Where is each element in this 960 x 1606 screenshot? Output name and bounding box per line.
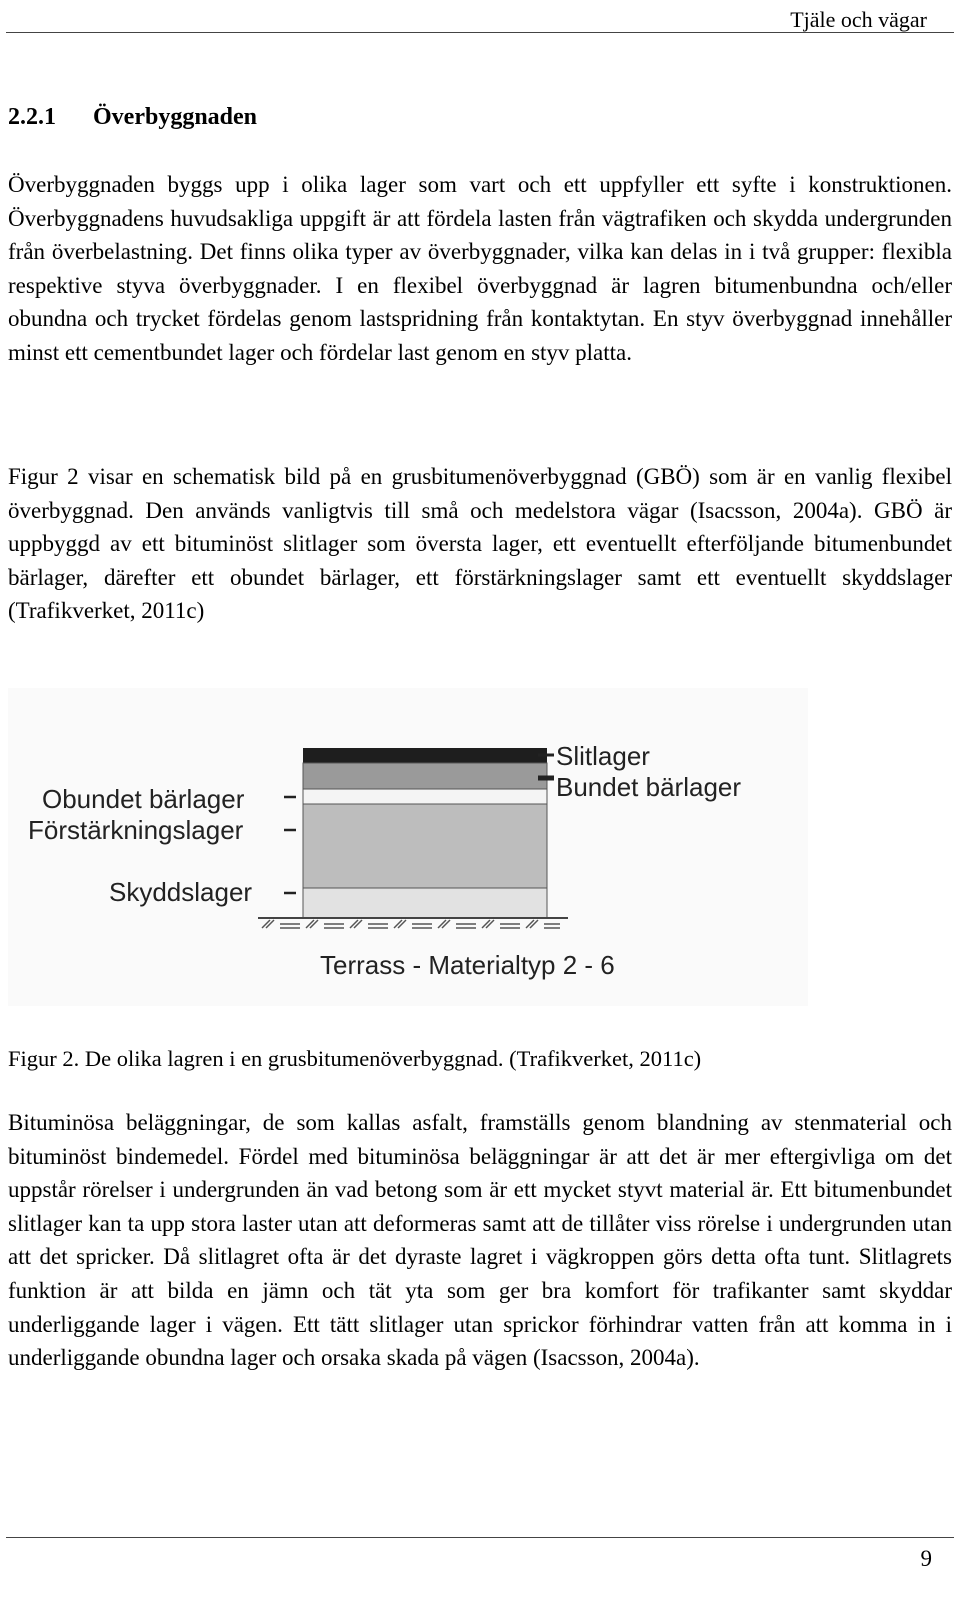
body-paragraph-2: Figur 2 visar en schematisk bild på en grusbitumenöverbyggnad (GBÖ) som är en vanlig flexibel överbyggnad. Den används vanligtvis till små och medelstora vägar (Isacsson, 2004a). GBÖ är uppbyggd av ett bituminöst slitlager som översta lager, ett eventuellt efterföljande bitumenbundet bärlager, därefter ett obundet bärlager, ett förstärkningslager samt ett eventuellt skyddslager (Trafikverket, 2011c) <box>8 464 952 624</box>
figure-caption: Figur 2. De olika lagren i en grusbitumenöverbyggnad. (Trafikverket, 2011c) <box>8 1046 702 1071</box>
section-title: Överbyggnaden <box>93 104 258 130</box>
body-paragraph-3: Bituminösa beläggningar, de som kallas asfalt, framställs genom blandning av stenmaterial och bituminöst bindemedel. Fördel med bituminösa beläggningar är att det är mer eftergivliga om det uppstår rörelser i undergrunden än vad betong som är ett mycket styvt material är. Ett bitumenbundet slitlager kan ta upp stora laster utan att deformeras samt att de tillåter viss rörelse i undergrunden utan att det spricker. Då slitlagret ofta är det dyraste lagret i vägkroppen görs detta ofta tunt. Slitlagrets funktion är att bilda en jämn och tät yta som ger bra komfort för trafikanter samt skyddar underliggande lager i vägen. Ett tätt slitlager utan sprickor förhindrar vatten från att komma in i underliggande obundna lager och orsaka skada på vägen (Isacsson, 2004a). <box>8 1110 952 1371</box>
slitlager-label: Slitlager <box>556 741 650 771</box>
body-paragraph-1: Överbyggnaden byggs upp i olika lager som vart och ett uppfyller ett syfte i konstruktionen. Överbyggnadens huvudsakliga uppgift är att fördela lasten från vägtrafiken och skydda undergrunden från överbelastning. Det finns olika typer av överbyggnader, vilka kan delas in i två grupper: flexibla respektive styva överbyggnader. I en flexibel överbyggnad är lagren bitumenbundna och/eller obundna och trycket fördelas genom lastspridning från kontaktytan. En styv överbyggnad innehåller minst ett cementbundet lager och fördelar last genom en styv platta. <box>8 172 952 365</box>
running-header-title: Tjäle och vägar <box>790 7 927 32</box>
skyddslager-label: Skyddslager <box>109 877 253 907</box>
section-heading <box>8 101 257 133</box>
footer-divider <box>6 1537 954 1538</box>
bundet-barlager-label: Bundet bärlager <box>556 772 742 802</box>
forstarkningslager-layer <box>303 804 547 888</box>
section-number: 2.2.1 <box>8 104 56 130</box>
obundet-barlager-label: Obundet bärlager <box>42 784 245 814</box>
forstarkningslager-label: Förstärkningslager <box>28 815 244 845</box>
road-layers-figure <box>8 688 808 1006</box>
terrass-label: Terrass - Materialtyp 2 - 6 <box>320 950 615 980</box>
page-number: 9 <box>920 1546 932 1571</box>
header-divider <box>6 32 954 33</box>
road-layers-diagram <box>8 688 808 1006</box>
slitlager-layer <box>303 748 547 763</box>
skyddslager-layer <box>303 888 547 918</box>
bundet-barlager-layer <box>303 763 547 789</box>
obundet-barlager-layer <box>303 789 547 804</box>
